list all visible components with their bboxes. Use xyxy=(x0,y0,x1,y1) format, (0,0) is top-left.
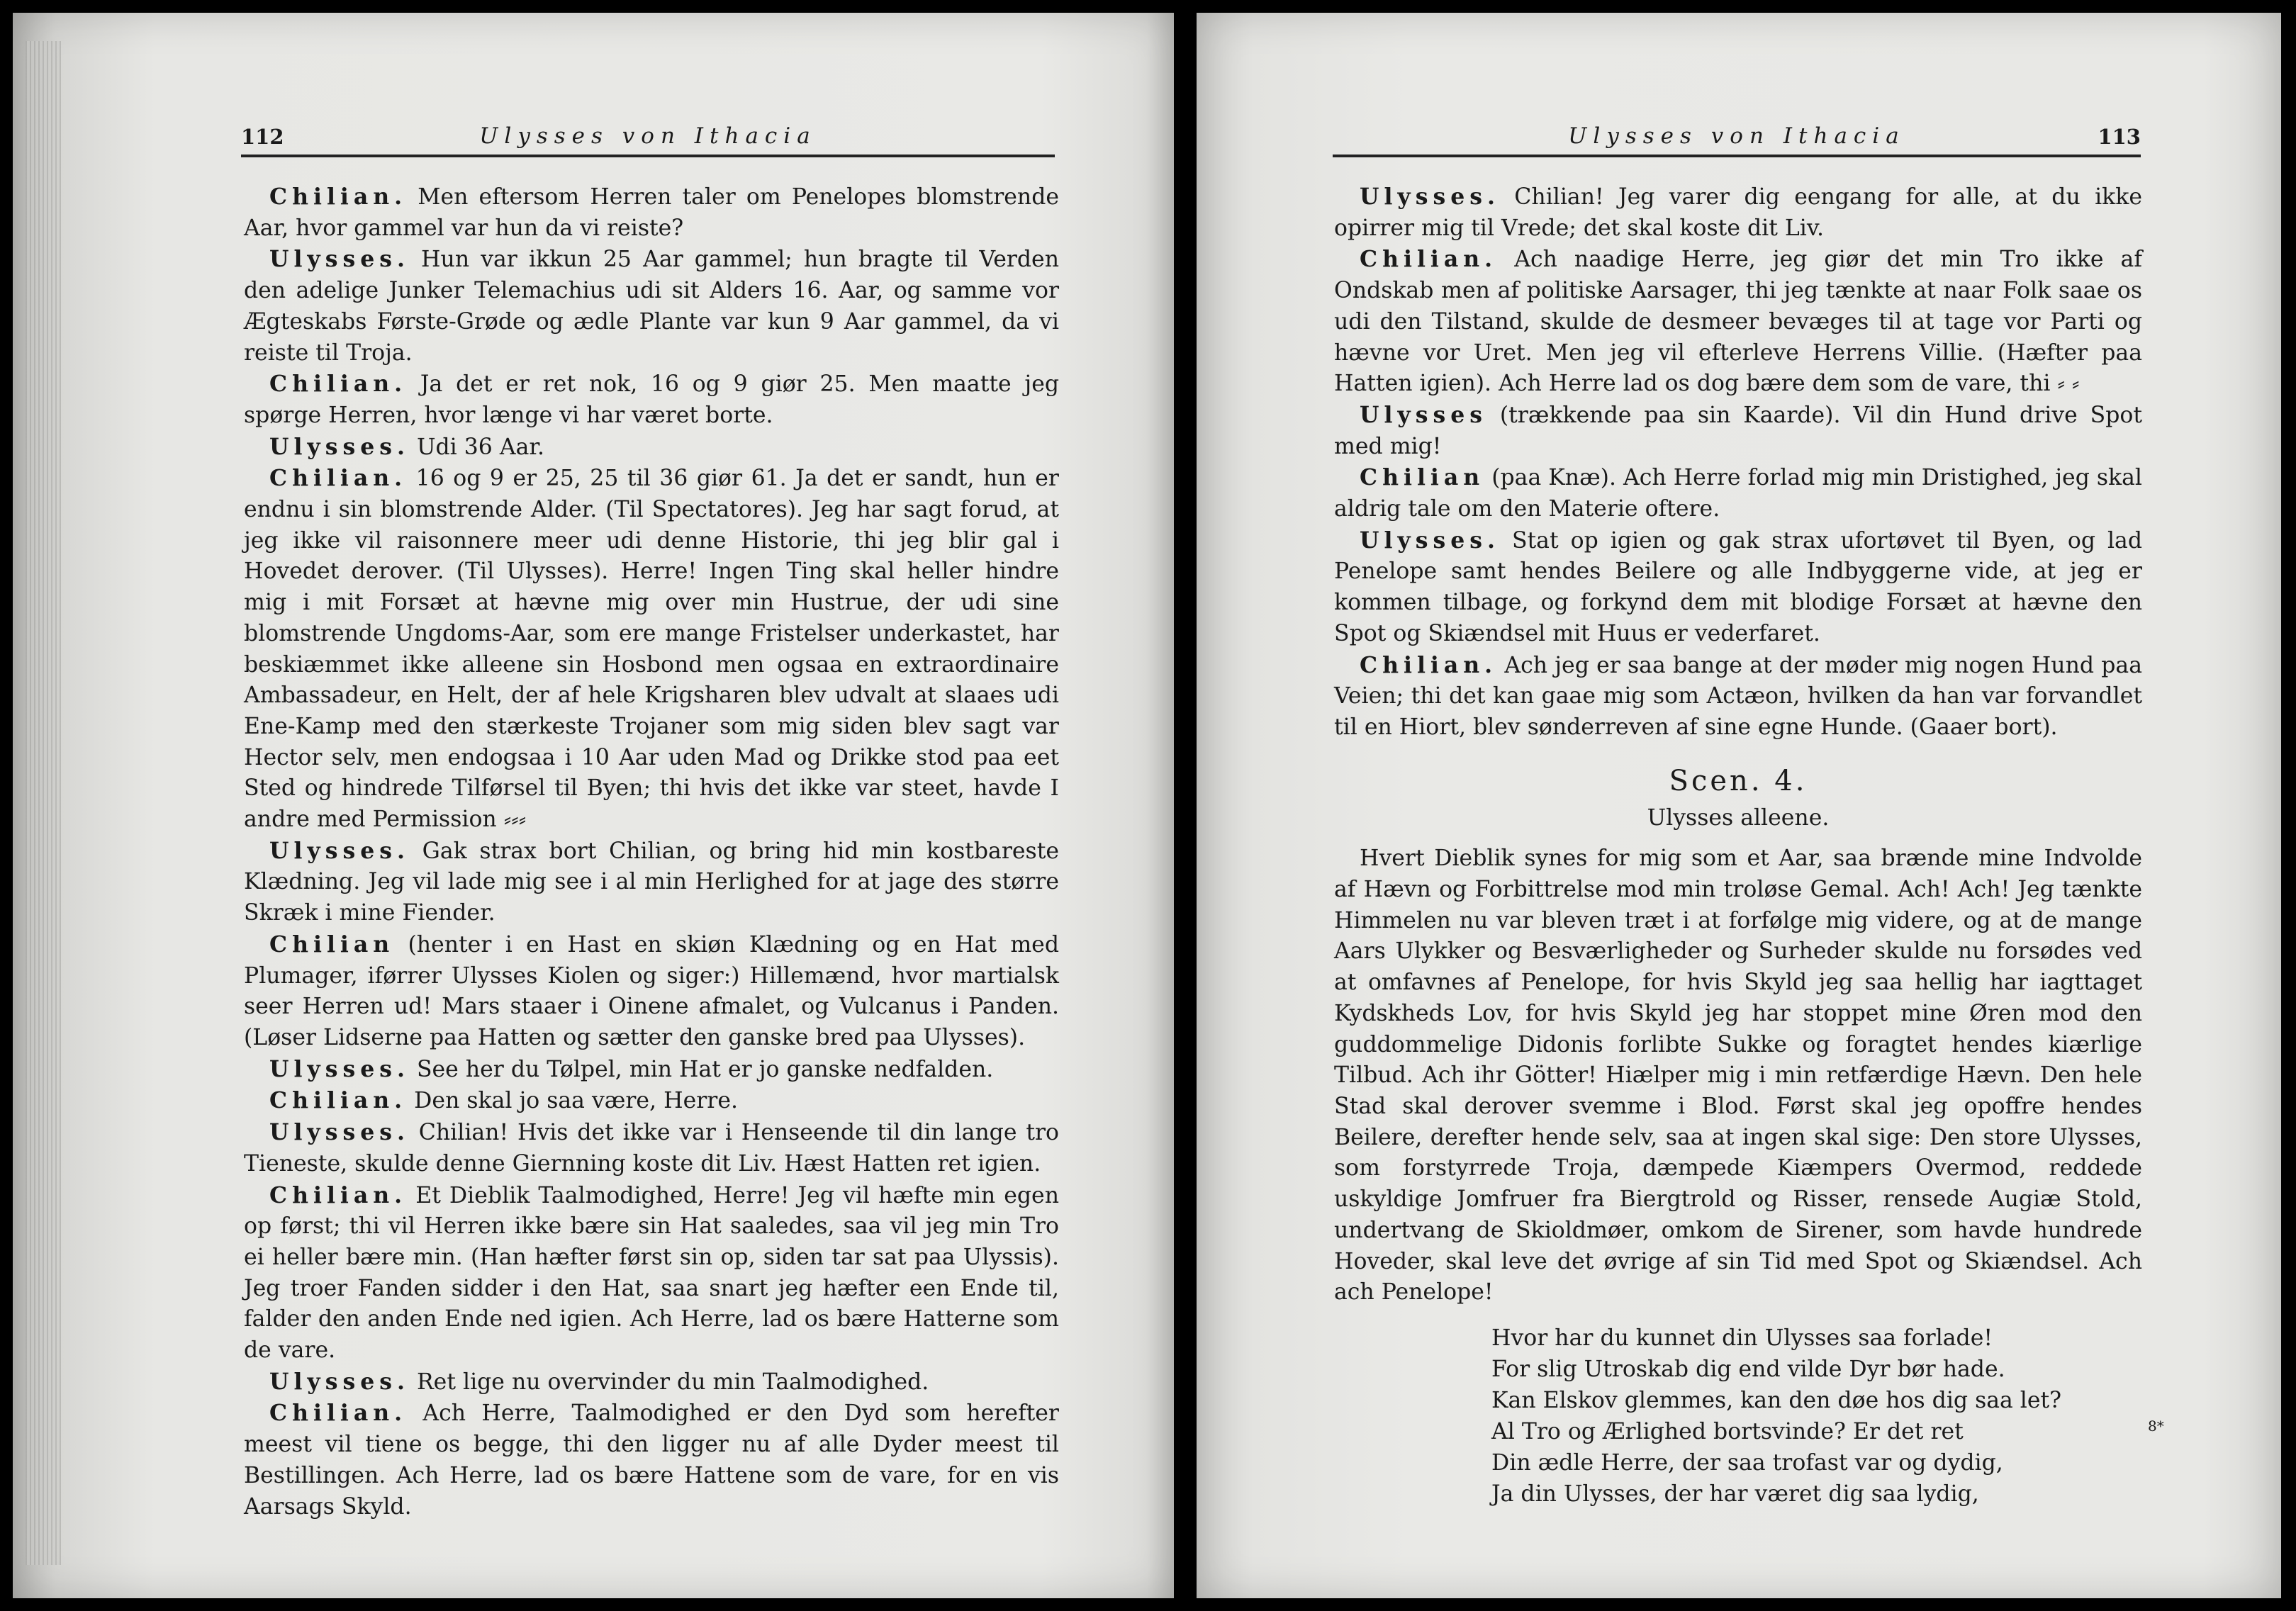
verse-line: Kan Elskov glemmes, kan den døe hos dig saa let? xyxy=(1491,1387,2062,1413)
dialogue-text: See her du Tølpel, min Hat er jo ganske nedfalden. xyxy=(409,1056,994,1082)
scene-title: Scen. 4. xyxy=(1669,764,1808,797)
speaker-name: Chilian. xyxy=(269,1181,408,1208)
dialogue-text: Ret lige nu overvinder du min Taalmodighed. xyxy=(409,1369,929,1395)
verse-block xyxy=(1334,1323,2142,1510)
dialogue-text: (henter i en Hast en skiøn Klædning og en Hat med Plumager, iførrer Ulysses Kiolen og siger:) Hillemænd, hvor martialsk seer Herren ud! Mars staaer i Oinene afmalet, og Vulcanus i Panden. (Løser Lidserne paa Hatten og sætter den ganske bred paa Ulysses). xyxy=(244,931,1059,1050)
speaker-name: Chilian. xyxy=(269,465,408,492)
dialogue-paragraph xyxy=(244,181,1059,244)
speaker-name: Chilian xyxy=(1360,464,1485,491)
right-header-title: Ulysses von Ithacia xyxy=(1568,123,1905,149)
dialogue-text: 16 og 9 er 25, 25 til 36 giør 61. Ja det er sandt, hun er endnu i sin blomstrende Alder. (Til Spectatores). Jeg har sagt forud, at jeg ikke vil raisonnere meer udi denne Historie, thi jeg blir gal i Hovedet derover. (Til Ulysses). Herre! Ingen Ting skal heller hindre mig i mit Forsæt at hævne mig over min Hustrue, der udi sine blomstrende Ungdoms-Aar, som ere mange Fristelser underkastet, har beskiæmmet ikke alleene sin Hosbond men ogsaa en extraordinaire Ambassadeur, en Helt, der af hele Krigsharen blev udvalt at slaaes udi Ene-Kamp med den stærkeste Trojaner som mig siden blev sagt var Hector selv, men endogsaa i 10 Aar uden Mad og Drikke stod paa eet Sted og hindrede Tilførsel til Byen; thi hvis det ikke var steet, havde I andre med Permission ⸗⸗⸗ xyxy=(244,466,1059,833)
dialogue-paragraph xyxy=(1334,462,2142,524)
right-page-number: 113 xyxy=(2098,125,2141,149)
dialogue-text: Chilian! Hvis det ikke var i Henseende til din lange tro Tieneste, skulde denne Giernning koste dit Liv. Hæst Hatten ret igien. xyxy=(244,1120,1059,1177)
dialogue-paragraph xyxy=(244,929,1059,1054)
right-running-head xyxy=(1333,120,2141,157)
speaker-name: Ulysses. xyxy=(269,246,410,273)
dialogue-paragraph xyxy=(244,1054,1059,1086)
right-dialogue xyxy=(1334,181,2142,743)
scene-subtitle: Ulysses alleene. xyxy=(1647,804,1830,831)
dialogue-text: (paa Knæ). Ach Herre forlad mig min Dristighed, jeg skal aldrig tale om den Materie oftere. xyxy=(1334,465,2142,522)
speaker-name: Ulysses xyxy=(1360,401,1487,428)
dialogue-paragraph xyxy=(244,463,1059,835)
dialogue-text: Hun var ikkun 25 Aar gammel; hun bragte til Verden den adelige Junker Telemachius udi sit Alders 16. Aar, og samme vor Ægteskabs Første-Grøde og ædle Plante var kun 9 Aar gammel, da vi reiste til Troja. xyxy=(244,247,1059,366)
dialogue-text: Den skal jo saa være, Herre. xyxy=(407,1088,738,1114)
right-page-body xyxy=(1334,181,2142,1510)
left-header-title: Ulysses von Ithacia xyxy=(479,123,817,149)
dialogue-paragraph xyxy=(1334,650,2142,743)
speaker-name: Chilian. xyxy=(269,1087,408,1114)
signature-mark: 8* xyxy=(2148,1418,2164,1435)
speaker-name: Chilian. xyxy=(1360,651,1498,678)
dialogue-paragraph xyxy=(244,1085,1059,1117)
speaker-name: Ulysses. xyxy=(269,1119,410,1146)
dialogue-text: Chilian! Jeg varer dig eengang for alle, at du ikke opirrer mig til Vrede; det skal koste dit Liv. xyxy=(1334,184,2142,241)
dialogue-paragraph xyxy=(244,244,1059,369)
monologue-paragraph: Hvert Dieblik synes for mig som et Aar, saa brænde mine Indvolde af Hævn og Forbittrelse mod min troløse Gemal. Ach! Ach! Jeg tænkte Himmelen nu var bleven træt i at forfølge mig videre, og at de mange Aars Ulykker og Besværligheder og Surheder skulde nu forsødes ved at omfavnes af Penelope, for hvis Skyld jeg saa hellig har iagttaget Kydskheds Lov, for hvis Skyld jeg har stoppet mine Øren mod den guddommelige Didonis forlibte Sukke og foragtet hendes kiærlige Tilbud. Ach ihr Götter! Hiælper mig i min retfærdige Hævn. Den hele Stad skal derover svemme i Blod. Først skal jeg opoffre hendes Beilere, derefter hende selv, saa at ingen skal sige: Den store Ulysses, som forstyrrede Troja, dæmpede Kiæmpers Overmod, reddede uskyldige Jomfruer fra Biergtrold og Risser, rensede Augiæ Stold, undertvang de Skioldmøer, omkom de Sirener, som havde hundrede Hoveder, skal leve det øvrige af sin Tid med Spot og Skiændsel. Ach ach Penelope! xyxy=(1334,846,2142,1306)
dialogue-paragraph xyxy=(1334,181,2142,244)
dialogue-paragraph xyxy=(244,369,1059,431)
dialogue-paragraph xyxy=(244,836,1059,929)
left-page-body xyxy=(244,181,1059,1522)
verse-line: Ja din Ulysses, der har været dig saa lydig, xyxy=(1491,1481,1979,1507)
dialogue-text: Et Dieblik Taalmodighed, Herre! Jeg vil hæfte min egen op først; thi vil Herren ikke bære sin Hat saaledes, saa vil jeg min Tro ei heller bære min. (Han hæfter først sin op, siden tar sat paa Ulyssis). Jeg troer Fanden sidder i den Hat, saa snart jeg hæfter een Ende til, falder den anden Ende ned igien. Ach Herre, lad os bære Hatterne som de vare. xyxy=(244,1182,1059,1364)
dialogue-text: (trækkende paa sin Kaarde). Vil din Hund drive Spot med mig! xyxy=(1334,402,2142,459)
speaker-name: Chilian. xyxy=(269,184,408,210)
dialogue-text: Gak strax bort Chilian, og bring hid min kostbareste Klædning. Jeg vil lade mig see i al min Herlighed for at jage des større Skræk i mine Fiender. xyxy=(244,838,1059,926)
speaker-name: Ulysses. xyxy=(269,433,410,460)
dialogue-text: Ach naadige Herre, jeg giør det min Tro ikke af Ondskab men af politiske Aarsager, thi jeg tænkte at naar Folk saae os udi den Tilstand, skulde de desmeer bevæges til at tage vor Parti og hævne vor Uret. Men jeg vil efterleve Herrens Villie. (Hæfter paa Hatten igien). Ach Herre lad os dog bære dem som de vare, thi ⸗ ⸗ xyxy=(1334,247,2142,397)
dialogue-text: Udi 36 Aar. xyxy=(409,434,544,460)
speaker-name: Chilian. xyxy=(1360,246,1498,273)
speaker-name: Chilian. xyxy=(269,371,408,398)
left-page-number: 112 xyxy=(241,125,284,149)
dialogue-paragraph xyxy=(244,1366,1059,1398)
dialogue-paragraph xyxy=(244,432,1059,464)
speaker-name: Ulysses. xyxy=(269,1368,410,1395)
verse-line: Hvor har du kunnet din Ulysses saa forlade! xyxy=(1491,1325,1993,1351)
dialogue-paragraph xyxy=(244,1180,1059,1366)
left-running-head xyxy=(241,120,1055,157)
dialogue-text: Stat op igien og gak strax ufortøvet til Byen, og lad Penelope samt hendes Beilere og alle Indbyggerne vide, at jeg er kommen tilbage, og forkynd dem mit blodige Forsæt at hævne den Spot og Skiændsel mit Huus er vederfaret. xyxy=(1334,527,2142,646)
speaker-name: Ulysses. xyxy=(269,1055,410,1082)
verse-line: For slig Utroskab dig end vilde Dyr bør hade. xyxy=(1491,1356,2005,1382)
speaker-name: Chilian. xyxy=(269,1400,408,1427)
speaker-name: Ulysses. xyxy=(1360,527,1500,554)
left-page xyxy=(13,13,1174,1598)
right-page xyxy=(1197,13,2281,1598)
speaker-name: Ulysses. xyxy=(1360,184,1500,210)
speaker-name: Ulysses. xyxy=(269,837,410,864)
dialogue-text: Ja det er ret nok, 16 og 9 giør 25. Men maatte jeg spørge Herren, hvor længe vi har været borte. xyxy=(244,371,1059,428)
dialogue-text: Ach jeg er saa bange at der møder mig nogen Hund paa Veien; thi det kan gaae mig som Actæon, hvilken da han var forvandlet til en Hiort, blev sønderreven af sine egne Hunde. (Gaaer bort). xyxy=(1334,652,2142,740)
dialogue-text: Ach Herre, Taalmodighed er den Dyd som herefter meest vil tiene os begge, thi den ligger nu af alle Dyder meest til Bestillingen. Ach Herre, lad os bære Hattene som de vare, for en vis Aarsags Skyld. xyxy=(244,1400,1059,1520)
verse-line: Din ædle Herre, der saa trofast var og dydig, xyxy=(1491,1449,2003,1476)
page-edge-stack xyxy=(26,41,61,1565)
speaker-name: Chilian xyxy=(269,931,395,958)
dialogue-text: Men eftersom Herren taler om Penelopes blomstrende Aar, hvor gammel var hun da vi reiste? xyxy=(244,184,1059,241)
dialogue-paragraph xyxy=(1334,400,2142,462)
dialogue-paragraph xyxy=(1334,244,2142,400)
dialogue-paragraph xyxy=(244,1117,1059,1179)
dialogue-paragraph xyxy=(244,1398,1059,1522)
verse-line: Al Tro og Ærlighed bortsvinde? Er det ret xyxy=(1491,1418,1964,1444)
dialogue-paragraph xyxy=(1334,525,2142,650)
